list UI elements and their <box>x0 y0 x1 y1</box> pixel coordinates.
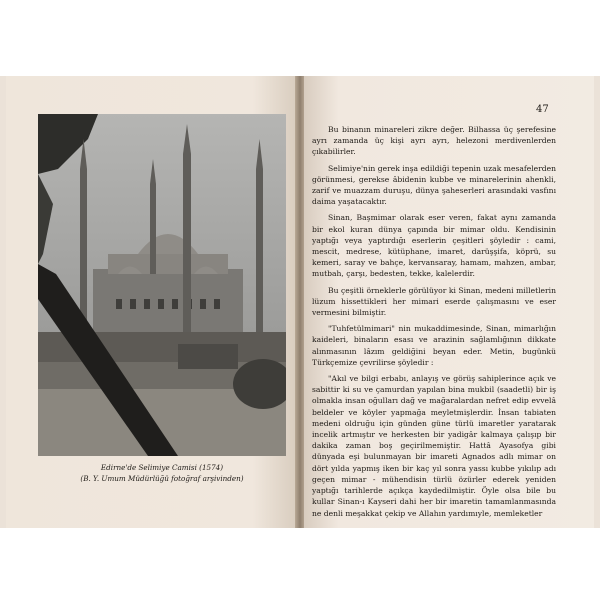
selimiye-mosque-image <box>38 114 286 456</box>
paragraph: Bu çeşitli örneklerle görülüyor ki Sinan, medeni milletlerin lüzum hissettikleri her mimari eserde çalışmasını ve eser vermesini bilmiştir. <box>312 285 556 318</box>
paragraph: Selimiye'nin gerek inşa edildiği tepenin uzak mesafelerden görünmesi, gerekse âbidenin kubbe ve minarelerinin ahenkli, zarif ve muazzam duruşu, dünya şaheserleri arasındaki vasfını daima yaşatacaktır. <box>312 163 556 207</box>
caption-title: Edirne'de Selimiye Camisi (1574) <box>100 463 224 472</box>
paragraph: "Akıl ve bilgi erbabı, anlayış ve görüş sahiplerince açık ve sabittir ki su ve çamurdan yapılan bina mukbil (saadetli) bir iş olmakla insan oğulları dağ ve mağaralardan nefret edip evvelâ beldeler ve köyler yapmağa meyletmişlerdir. İnsan tabiaten medeni oldruğu için günden güne türlü imaretler yaratarak incelik artmıştır ve herkesten bir yadigâr kalmaya çalışıp bir dakika zaman boş geçirilmemiştir. Hattâ Ayasofya gibi dünyada eşi bulunmayan bir imareti Agnados adlı mimar on dört yılda yapmış iken bir kaç yıl sonra yassı kubbe yıkılıp adı geçen mimar - mühendisin türlü özürler ederek yeniden yaptığı tarihlerde açıkça kaydedilmiştir. Öyle olsa bile bu kullar Sinan-ı Kayseri dahi her bir imaretin tamamlanmasında ne denli meşakkat çekip ve Allahın yardımıyle, memleketler <box>312 374 556 518</box>
left-page <box>6 76 296 528</box>
page-number: 47 <box>536 104 549 115</box>
photo-caption <box>38 462 286 484</box>
paragraph: "Tuhfetülmimari" nin mukaddimesinde, Sinan, mimarlığın kaideleri, binaların esası ve arazinin sağlamlığının dikkate alınmasının lâzım geldiğini beyan eder. Metin, bugünkü Türkçemize çevrilirse şöyledir : <box>312 324 556 367</box>
mosque-photo <box>38 114 286 456</box>
body-text <box>312 124 556 524</box>
paragraph: Bu binanın minareleri zikre değer. Bilhassa üç şerefesine ayrı zamanda üç kişi ayrı ayrı, helezoni merdivenlerden çıkabilirler. <box>312 125 556 157</box>
caption-source: (B. Y. Umum Müdürlüğü fotoğraf arşivinden) <box>80 474 244 483</box>
paragraph: Sinan, Başmimar olarak eser veren, fakat aynı zamanda bir ekol kuran dünya çapında bir mimar oldu. Kendisinin yaptığı veya yaptırdığı eserlerin çeşitleri şöyledir : cami, mescit, medrese, kütüphane, imaret, darüşşifa, köprü, su kemeri, saray ve bahçe, kervansaray, hamam, mahzen, ambar, mutbah, çarşı, bedesten, tekke, kalelerdir. <box>312 213 556 279</box>
